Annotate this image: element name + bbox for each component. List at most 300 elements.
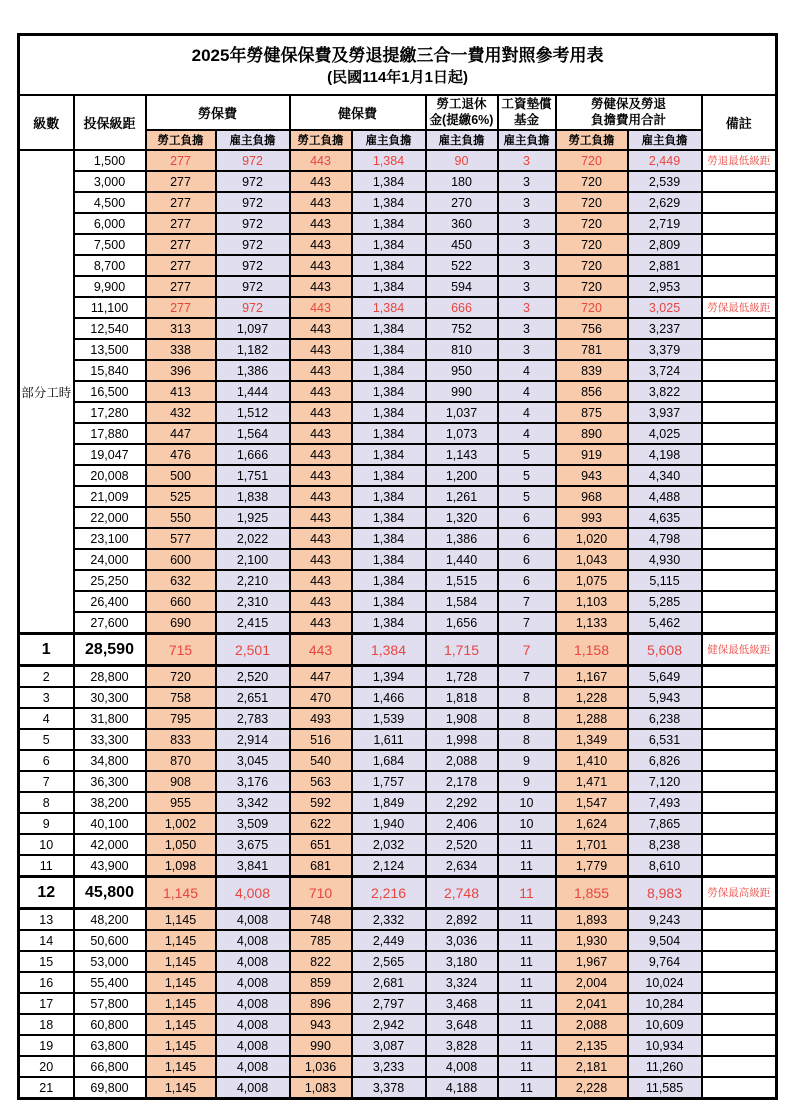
table-row: [19, 909, 777, 931]
table-row: [19, 297, 777, 318]
value-cell: 4: [498, 381, 556, 402]
bracket-cell: 17,880: [74, 423, 146, 444]
bracket-cell: 22,000: [74, 507, 146, 528]
value-cell: 4,008: [216, 1056, 290, 1077]
value-cell: 413: [146, 381, 216, 402]
value-cell: 2,181: [556, 1056, 628, 1077]
value-cell: 870: [146, 750, 216, 771]
level-cell: 16: [19, 972, 74, 993]
bracket-cell: 17,280: [74, 402, 146, 423]
value-cell: 7,865: [628, 813, 702, 834]
value-cell: 4,198: [628, 444, 702, 465]
value-cell: 2,634: [426, 855, 498, 877]
value-cell: 3,233: [352, 1056, 426, 1077]
header-wage-fund: [498, 95, 556, 130]
value-cell: 3,379: [628, 339, 702, 360]
value-cell: 1,384: [352, 192, 426, 213]
level-cell: 11: [19, 855, 74, 877]
level-cell: 12: [19, 877, 74, 909]
bracket-cell: 48,200: [74, 909, 146, 931]
value-cell: 2,088: [556, 1014, 628, 1035]
remark-cell: [702, 276, 777, 297]
level-cell: 8: [19, 792, 74, 813]
value-cell: 11: [498, 834, 556, 855]
value-cell: 5: [498, 444, 556, 465]
value-cell: 1,228: [556, 687, 628, 708]
value-cell: 720: [556, 297, 628, 318]
value-cell: 1,145: [146, 972, 216, 993]
value-cell: 2,041: [556, 993, 628, 1014]
remark-cell: [702, 381, 777, 402]
level-cell: 10: [19, 834, 74, 855]
bracket-cell: 53,000: [74, 951, 146, 972]
remark-cell: [702, 972, 777, 993]
value-cell: 2,004: [556, 972, 628, 993]
value-cell: 990: [426, 381, 498, 402]
value-cell: 476: [146, 444, 216, 465]
remark-cell: [702, 708, 777, 729]
remark-cell: [702, 855, 777, 877]
value-cell: 943: [556, 465, 628, 486]
value-cell: 10,934: [628, 1035, 702, 1056]
value-cell: 781: [556, 339, 628, 360]
subheader-total-employee: 勞工負擔: [556, 130, 628, 150]
value-cell: 1,261: [426, 486, 498, 507]
header-bracket: 投保級距: [74, 95, 146, 150]
bracket-cell: 63,800: [74, 1035, 146, 1056]
header-level: 級數: [19, 95, 74, 150]
value-cell: 720: [556, 276, 628, 297]
value-cell: 785: [290, 930, 352, 951]
value-cell: 3,045: [216, 750, 290, 771]
table-row: [19, 1014, 777, 1035]
bracket-cell: 8,700: [74, 255, 146, 276]
value-cell: 1,394: [352, 666, 426, 688]
value-cell: 3,176: [216, 771, 290, 792]
value-cell: 1,838: [216, 486, 290, 507]
value-cell: 1,715: [426, 634, 498, 666]
value-cell: 1,097: [216, 318, 290, 339]
value-cell: 4,008: [216, 951, 290, 972]
value-cell: 2,520: [426, 834, 498, 855]
value-cell: 563: [290, 771, 352, 792]
table-row: [19, 444, 777, 465]
value-cell: 2,210: [216, 570, 290, 591]
value-cell: 839: [556, 360, 628, 381]
value-cell: 443: [290, 318, 352, 339]
bracket-cell: 6,000: [74, 213, 146, 234]
value-cell: 1,145: [146, 909, 216, 931]
value-cell: 2,809: [628, 234, 702, 255]
value-cell: 5,943: [628, 687, 702, 708]
value-cell: 1,512: [216, 402, 290, 423]
value-cell: 1,384: [352, 339, 426, 360]
bracket-cell: 1,500: [74, 150, 146, 171]
value-cell: 2,449: [628, 150, 702, 171]
bracket-cell: 31,800: [74, 708, 146, 729]
value-cell: 600: [146, 549, 216, 570]
value-cell: 1,384: [352, 255, 426, 276]
value-cell: 1,384: [352, 486, 426, 507]
bracket-cell: 50,600: [74, 930, 146, 951]
value-cell: 4: [498, 360, 556, 381]
table-row: [19, 771, 777, 792]
value-cell: 5,285: [628, 591, 702, 612]
value-cell: 443: [290, 255, 352, 276]
level-cell: 13: [19, 909, 74, 931]
value-cell: 277: [146, 192, 216, 213]
value-cell: 277: [146, 213, 216, 234]
bracket-cell: 57,800: [74, 993, 146, 1014]
bracket-cell: 24,000: [74, 549, 146, 570]
bracket-cell: 60,800: [74, 1014, 146, 1035]
value-cell: 1,444: [216, 381, 290, 402]
value-cell: 396: [146, 360, 216, 381]
value-cell: 3,036: [426, 930, 498, 951]
value-cell: 720: [556, 192, 628, 213]
value-cell: 3,724: [628, 360, 702, 381]
value-cell: 1,908: [426, 708, 498, 729]
table-row: [19, 171, 777, 192]
value-cell: 11: [498, 1056, 556, 1077]
header-total: [556, 95, 702, 130]
value-cell: 2,022: [216, 528, 290, 549]
bracket-cell: 11,100: [74, 297, 146, 318]
value-cell: 11: [498, 972, 556, 993]
value-cell: 9,764: [628, 951, 702, 972]
value-cell: 1,182: [216, 339, 290, 360]
value-cell: 2,332: [352, 909, 426, 931]
value-cell: 1,145: [146, 1077, 216, 1099]
value-cell: 2,942: [352, 1014, 426, 1035]
remark-cell: [702, 1014, 777, 1035]
table-row: [19, 423, 777, 444]
value-cell: 5,115: [628, 570, 702, 591]
value-cell: 3,025: [628, 297, 702, 318]
remark-cell: [702, 750, 777, 771]
value-cell: 1,384: [352, 612, 426, 634]
value-cell: 1,145: [146, 1035, 216, 1056]
bracket-cell: 15,840: [74, 360, 146, 381]
value-cell: 3: [498, 318, 556, 339]
level-cell: 7: [19, 771, 74, 792]
value-cell: 2,406: [426, 813, 498, 834]
table-row: [19, 507, 777, 528]
value-cell: 2,539: [628, 171, 702, 192]
header-wage-fund-line1: 工資墊償: [501, 96, 552, 111]
value-cell: 1,849: [352, 792, 426, 813]
remark-cell: [702, 612, 777, 634]
value-cell: 443: [290, 591, 352, 612]
level-cell: 14: [19, 930, 74, 951]
remark-cell: [702, 771, 777, 792]
value-cell: 752: [426, 318, 498, 339]
value-cell: 443: [290, 276, 352, 297]
table-row: [19, 486, 777, 507]
value-cell: 443: [290, 444, 352, 465]
value-cell: 4: [498, 402, 556, 423]
value-cell: 4,008: [216, 993, 290, 1014]
remark-cell: [702, 1077, 777, 1099]
value-cell: 8: [498, 729, 556, 750]
value-cell: 1,384: [352, 234, 426, 255]
value-cell: 4,008: [216, 972, 290, 993]
value-cell: 856: [556, 381, 628, 402]
value-cell: 968: [556, 486, 628, 507]
value-cell: 277: [146, 150, 216, 171]
value-cell: 11: [498, 909, 556, 931]
value-cell: 10: [498, 813, 556, 834]
value-cell: 990: [290, 1035, 352, 1056]
value-cell: 6: [498, 549, 556, 570]
table-row: [19, 1077, 777, 1099]
value-cell: 2,088: [426, 750, 498, 771]
table-row: [19, 877, 777, 909]
value-cell: 1,818: [426, 687, 498, 708]
value-cell: 1,384: [352, 634, 426, 666]
value-cell: 443: [290, 423, 352, 444]
value-cell: 1,288: [556, 708, 628, 729]
header-total-line2: 負擔費用合計: [590, 112, 666, 127]
remark-cell: [702, 666, 777, 688]
header-labor-insurance: 勞保費: [146, 95, 290, 130]
remark-cell: [702, 993, 777, 1014]
value-cell: 3: [498, 213, 556, 234]
value-cell: 715: [146, 634, 216, 666]
value-cell: 4,008: [426, 1056, 498, 1077]
value-cell: 1,466: [352, 687, 426, 708]
value-cell: 2,892: [426, 909, 498, 931]
value-cell: 1,075: [556, 570, 628, 591]
bracket-cell: 27,600: [74, 612, 146, 634]
value-cell: 4,340: [628, 465, 702, 486]
value-cell: 5: [498, 486, 556, 507]
value-cell: 1,384: [352, 444, 426, 465]
value-cell: 2,449: [352, 930, 426, 951]
bracket-cell: 30,300: [74, 687, 146, 708]
value-cell: 525: [146, 486, 216, 507]
value-cell: 277: [146, 171, 216, 192]
value-cell: 7,120: [628, 771, 702, 792]
value-cell: 447: [290, 666, 352, 688]
value-cell: 2,292: [426, 792, 498, 813]
value-cell: 993: [556, 507, 628, 528]
table-row: [19, 750, 777, 771]
value-cell: 1,757: [352, 771, 426, 792]
subheader-labor-employer: 雇主負擔: [216, 130, 290, 150]
value-cell: 4,008: [216, 930, 290, 951]
table-row: [19, 339, 777, 360]
table-row: [19, 528, 777, 549]
value-cell: 972: [216, 213, 290, 234]
table-row: [19, 687, 777, 708]
level-cell: 2: [19, 666, 74, 688]
value-cell: 795: [146, 708, 216, 729]
header-pension: [426, 95, 498, 130]
value-cell: 443: [290, 297, 352, 318]
value-cell: 875: [556, 402, 628, 423]
bracket-cell: 45,800: [74, 877, 146, 909]
value-cell: 277: [146, 255, 216, 276]
subheader-wage-fund-employer: 雇主負擔: [498, 130, 556, 150]
value-cell: 972: [216, 171, 290, 192]
value-cell: 1,384: [352, 402, 426, 423]
value-cell: 1,384: [352, 591, 426, 612]
bracket-cell: 9,900: [74, 276, 146, 297]
value-cell: 2,216: [352, 877, 426, 909]
value-cell: 3: [498, 234, 556, 255]
value-cell: 7: [498, 612, 556, 634]
value-cell: 10,609: [628, 1014, 702, 1035]
value-cell: 500: [146, 465, 216, 486]
value-cell: 11,260: [628, 1056, 702, 1077]
value-cell: 8,610: [628, 855, 702, 877]
value-cell: 443: [290, 360, 352, 381]
value-cell: 11: [498, 855, 556, 877]
table-row: [19, 972, 777, 993]
value-cell: 1,386: [216, 360, 290, 381]
value-cell: 943: [290, 1014, 352, 1035]
header-pension-line2: 金(提繳6%): [429, 112, 494, 127]
value-cell: 720: [556, 213, 628, 234]
value-cell: 2,783: [216, 708, 290, 729]
value-cell: 447: [146, 423, 216, 444]
value-cell: 1,145: [146, 951, 216, 972]
value-cell: 6,238: [628, 708, 702, 729]
value-cell: 2,881: [628, 255, 702, 276]
value-cell: 4,930: [628, 549, 702, 570]
remark-cell: [702, 930, 777, 951]
level-cell: 9: [19, 813, 74, 834]
value-cell: 360: [426, 213, 498, 234]
value-cell: 1,103: [556, 591, 628, 612]
value-cell: 3,675: [216, 834, 290, 855]
table-row: [19, 402, 777, 423]
value-cell: 2,651: [216, 687, 290, 708]
value-cell: 3,180: [426, 951, 498, 972]
value-cell: 720: [146, 666, 216, 688]
value-cell: 2,178: [426, 771, 498, 792]
table-row: [19, 634, 777, 666]
value-cell: 666: [426, 297, 498, 318]
value-cell: 3,648: [426, 1014, 498, 1035]
value-cell: 3: [498, 171, 556, 192]
value-cell: 748: [290, 909, 352, 931]
value-cell: 2,501: [216, 634, 290, 666]
value-cell: 443: [290, 634, 352, 666]
bracket-cell: 19,047: [74, 444, 146, 465]
bracket-cell: 20,008: [74, 465, 146, 486]
value-cell: 1,200: [426, 465, 498, 486]
remark-cell: [702, 360, 777, 381]
value-cell: 955: [146, 792, 216, 813]
table-row: [19, 834, 777, 855]
remark-cell: [702, 486, 777, 507]
table-row: [19, 150, 777, 171]
table-row: [19, 951, 777, 972]
value-cell: 1,002: [146, 813, 216, 834]
value-cell: 4,488: [628, 486, 702, 507]
value-cell: 1,751: [216, 465, 290, 486]
bracket-cell: 12,540: [74, 318, 146, 339]
value-cell: 3: [498, 192, 556, 213]
value-cell: 6,826: [628, 750, 702, 771]
value-cell: 443: [290, 465, 352, 486]
table-row: [19, 1035, 777, 1056]
value-cell: 443: [290, 234, 352, 255]
bracket-cell: 28,590: [74, 634, 146, 666]
value-cell: 1,515: [426, 570, 498, 591]
remark-cell: [702, 507, 777, 528]
value-cell: 2,629: [628, 192, 702, 213]
remark-cell: [702, 591, 777, 612]
remark-cell: 勞保最低級距: [702, 297, 777, 318]
table-row: [19, 792, 777, 813]
level-cell: 19: [19, 1035, 74, 1056]
value-cell: 1,728: [426, 666, 498, 688]
value-cell: 1,143: [426, 444, 498, 465]
value-cell: 11: [498, 1014, 556, 1035]
value-cell: 1,145: [146, 993, 216, 1014]
value-cell: 2,520: [216, 666, 290, 688]
group-header-row: [19, 95, 777, 130]
value-cell: 6,531: [628, 729, 702, 750]
value-cell: 7,493: [628, 792, 702, 813]
table-row: [19, 360, 777, 381]
remark-cell: [702, 192, 777, 213]
value-cell: 1,701: [556, 834, 628, 855]
bracket-cell: 3,000: [74, 171, 146, 192]
value-cell: 859: [290, 972, 352, 993]
table-row: [19, 549, 777, 570]
value-cell: 720: [556, 150, 628, 171]
value-cell: 1,855: [556, 877, 628, 909]
remark-cell: [702, 318, 777, 339]
subheader-pension-employer: 雇主負擔: [426, 130, 498, 150]
table-row: [19, 855, 777, 877]
value-cell: 822: [290, 951, 352, 972]
value-cell: 1,384: [352, 465, 426, 486]
value-cell: 3,841: [216, 855, 290, 877]
value-cell: 443: [290, 171, 352, 192]
bracket-cell: 28,800: [74, 666, 146, 688]
level-cell: 17: [19, 993, 74, 1014]
value-cell: 1,043: [556, 549, 628, 570]
subheader-total-employer: 雇主負擔: [628, 130, 702, 150]
value-cell: 5,608: [628, 634, 702, 666]
bracket-cell: 40,100: [74, 813, 146, 834]
value-cell: 2,797: [352, 993, 426, 1014]
page-title: 2025年勞健保保費及勞退提繳三合一費用對照參考用表: [191, 46, 604, 66]
level-cell: 15: [19, 951, 74, 972]
value-cell: 338: [146, 339, 216, 360]
value-cell: 1,145: [146, 877, 216, 909]
value-cell: 1,384: [352, 549, 426, 570]
value-cell: 4,008: [216, 1077, 290, 1099]
table-row: [19, 213, 777, 234]
table-row: [19, 612, 777, 634]
value-cell: 908: [146, 771, 216, 792]
value-cell: 1,384: [352, 213, 426, 234]
value-cell: 720: [556, 255, 628, 276]
value-cell: 6: [498, 528, 556, 549]
value-cell: 1,073: [426, 423, 498, 444]
value-cell: 972: [216, 192, 290, 213]
level-cell: 4: [19, 708, 74, 729]
value-cell: 180: [426, 171, 498, 192]
value-cell: 1,384: [352, 360, 426, 381]
header-pension-line1: 勞工退休: [436, 96, 487, 111]
